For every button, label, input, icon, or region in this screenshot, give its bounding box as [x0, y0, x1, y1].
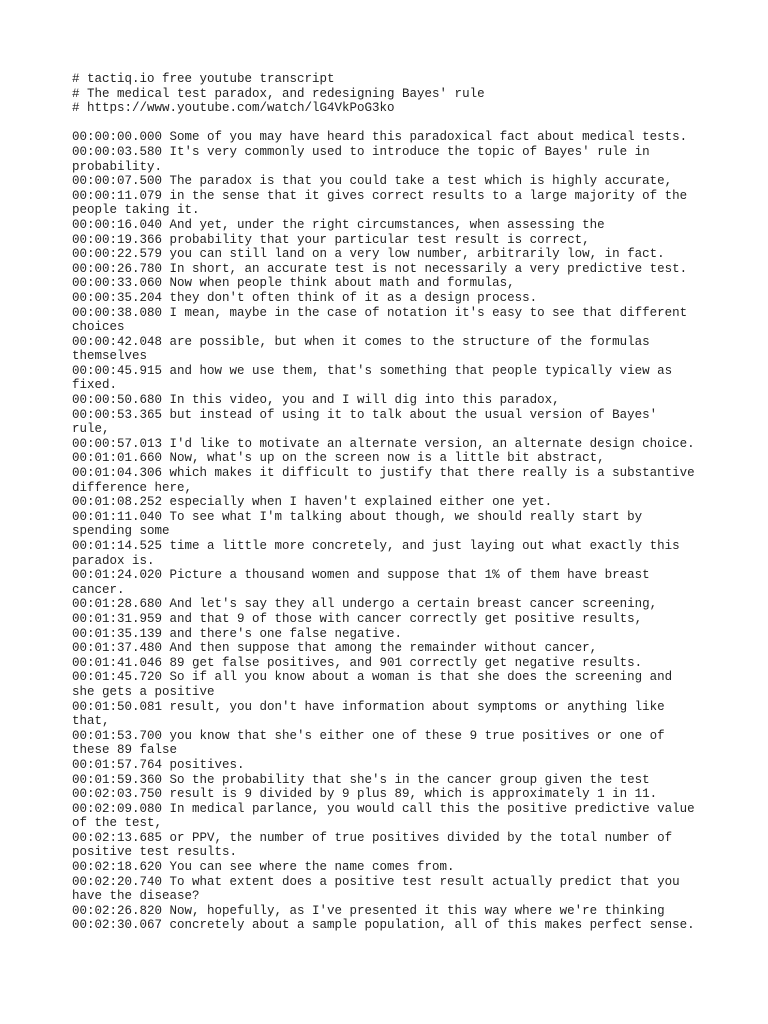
- transcript-line: 00:00:26.780 In short, an accurate test is not necessarily a very predictive test.: [72, 261, 688, 276]
- transcript-line: 00:02:13.685 or PPV, the number of true positives divided by the total number of: [72, 830, 673, 845]
- transcript-line: fixed.: [72, 378, 118, 393]
- transcript-line: paradox is.: [72, 553, 155, 568]
- transcript-line: 00:01:35.139 and there's one false negative.: [72, 626, 403, 641]
- transcript-line: 00:01:37.480 And then suppose that among the remainder without cancer,: [72, 641, 598, 656]
- transcript-line: have the disease?: [72, 889, 200, 904]
- transcript-line: 00:02:26.820 Now, hopefully, as I've presented it this way where we're thinking: [72, 903, 665, 918]
- transcript-line: 00:01:50.081 result, you don't have information about symptoms or anything like: [72, 699, 665, 714]
- transcript-line: 00:01:28.680 And let's say they all undergo a certain breast cancer screening,: [72, 597, 658, 612]
- transcript-line: 00:01:53.700 you know that she's either one of these 9 true positives or one of: [72, 728, 665, 743]
- blank-line: [72, 116, 702, 131]
- transcript-line: 00:01:24.020 Picture a thousand women and suppose that 1% of them have breast: [72, 568, 650, 583]
- transcript-line: 00:01:04.306 which makes it difficult to justify that there really is a substantive: [72, 466, 695, 481]
- transcript-line: difference here,: [72, 480, 193, 495]
- transcript-line: 00:01:08.252 especially when I haven't explained either one yet.: [72, 495, 553, 510]
- transcript-line: spending some: [72, 524, 170, 539]
- transcript-line: 00:01:11.040 To see what I'm talking about though, we should really start by: [72, 509, 643, 524]
- transcript-line: she gets a positive: [72, 684, 215, 699]
- transcript-line: 00:01:41.046 89 get false positives, and 901 correctly get negative results.: [72, 655, 643, 670]
- transcript-line: 00:00:57.013 I'd like to motivate an alternate version, an alternate design choice.: [72, 436, 695, 451]
- header-line: # The medical test paradox, and redesigning Bayes' rule: [72, 86, 485, 101]
- transcript-line: 00:01:57.764 positives.: [72, 757, 245, 772]
- transcript-line: 00:02:20.740 To what extent does a positive test result actually predict that you: [72, 874, 680, 889]
- transcript-line: 00:00:07.500 The paradox is that you could take a test which is highly accurate,: [72, 174, 673, 189]
- transcript-line: these 89 false: [72, 743, 178, 758]
- transcript-line: choices: [72, 320, 125, 335]
- transcript-line: 00:01:59.360 So the probability that she's in the cancer group given the test: [72, 772, 650, 787]
- transcript-line: 00:00:16.040 And yet, under the right circumstances, when assessing the: [72, 217, 605, 232]
- transcript-line: probability.: [72, 159, 163, 174]
- transcript-line: 00:00:50.680 In this video, you and I will dig into this paradox,: [72, 393, 560, 408]
- transcript-line: 00:00:22.579 you can still land on a very low number, arbitrarily low, in fact.: [72, 247, 665, 262]
- transcript-line: rule,: [72, 422, 110, 437]
- transcript-line: 00:00:19.366 probability that your particular test result is correct,: [72, 232, 590, 247]
- transcript-line: 00:02:18.620 You can see where the name comes from.: [72, 860, 455, 875]
- transcript-line: themselves: [72, 349, 148, 364]
- transcript-line: 00:01:45.720 So if all you know about a woman is that she does the screening and: [72, 670, 673, 685]
- transcript-line: people taking it.: [72, 203, 200, 218]
- header-line: # https://www.youtube.com/watch/lG4VkPoG3ko: [72, 101, 395, 116]
- transcript-line: positive test results.: [72, 845, 238, 860]
- transcript-line: that,: [72, 714, 110, 729]
- transcript-line: 00:01:31.959 and that 9 of those with cancer correctly get positive results,: [72, 611, 643, 626]
- transcript-line: 00:00:03.580 It's very commonly used to introduce the topic of Bayes' rule in: [72, 144, 650, 159]
- transcript-document: [72, 72, 702, 933]
- transcript-line: 00:00:38.080 I mean, maybe in the case of notation it's easy to see that different: [72, 305, 688, 320]
- transcript-line: 00:02:09.080 In medical parlance, you would call this the positive predictive value: [72, 801, 695, 816]
- transcript-line: 00:02:03.750 result is 9 divided by 9 plus 89, which is approximately 1 in 11.: [72, 787, 658, 802]
- transcript-line: cancer.: [72, 582, 125, 597]
- transcript-line: 00:00:42.048 are possible, but when it comes to the structure of the formulas: [72, 334, 650, 349]
- transcript-line: 00:00:53.365 but instead of using it to talk about the usual version of Bayes': [72, 407, 658, 422]
- transcript-line: 00:02:30.067 concretely about a sample population, all of this makes perfect sense.: [72, 918, 695, 933]
- header-line: # tactiq.io free youtube transcript: [72, 72, 335, 86]
- transcript-line: 00:01:01.660 Now, what's up on the screen now is a little bit abstract,: [72, 451, 605, 466]
- transcript-line: 00:00:33.060 Now when people think about math and formulas,: [72, 276, 515, 291]
- transcript-header: [72, 72, 702, 116]
- transcript-body: [72, 130, 702, 933]
- transcript-line: 00:00:45.915 and how we use them, that's something that people typically view as: [72, 363, 673, 378]
- transcript-line: 00:00:00.000 Some of you may have heard this paradoxical fact about medical tests.: [72, 130, 688, 145]
- transcript-line: 00:00:35.204 they don't often think of it as a design process.: [72, 290, 538, 305]
- transcript-line: 00:00:11.079 in the sense that it gives correct results to a large majority of the: [72, 188, 688, 203]
- transcript-line: 00:01:14.525 time a little more concretely, and just laying out what exactly this: [72, 539, 680, 553]
- transcript-line: of the test,: [72, 816, 163, 831]
